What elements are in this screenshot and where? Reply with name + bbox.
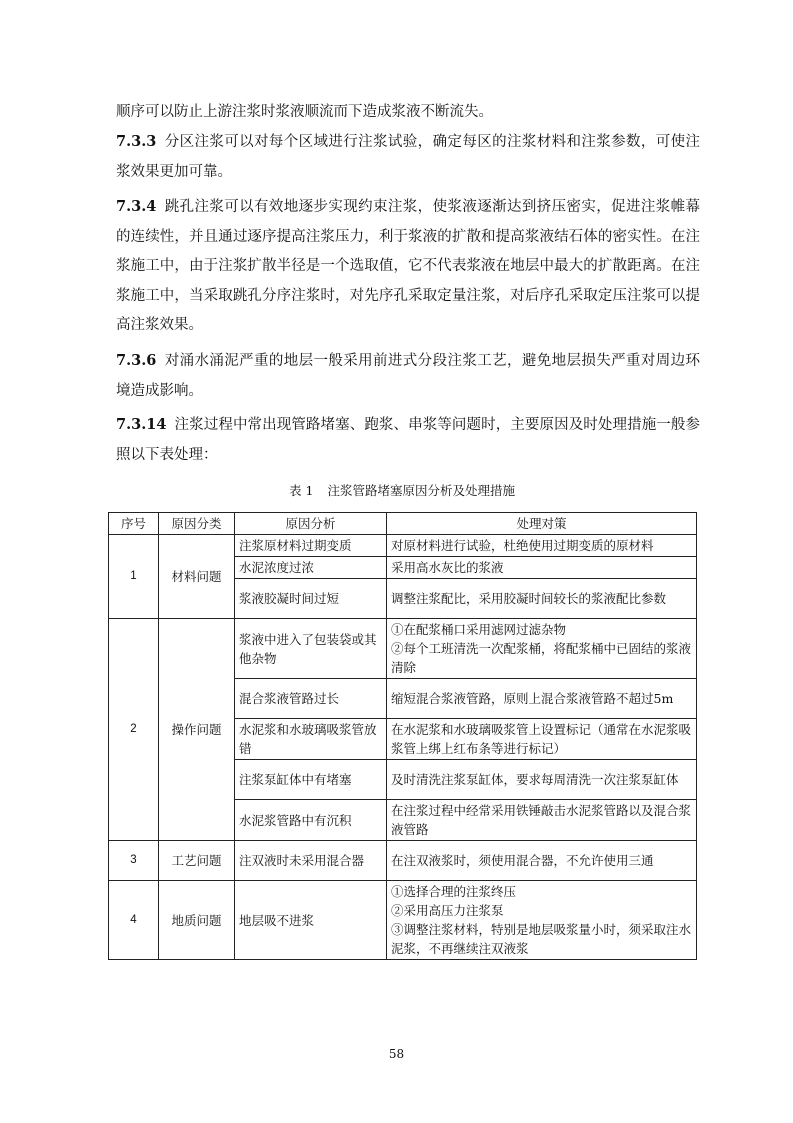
row-analysis: 注浆泵缸体中有堵塞: [235, 760, 387, 800]
table-row: [109, 881, 697, 960]
table-header-row: [109, 513, 697, 535]
row-category: 地质问题: [159, 881, 235, 960]
measures-table: [108, 512, 697, 960]
clause-text: 对涌水涌泥严重的地层一般采用前进式分段注浆工艺，避免地层损失严重对周边环境造成影响。: [116, 353, 700, 399]
row-measure: 对原材料进行试验，杜绝使用过期变质的原材料: [387, 535, 697, 557]
row-measure: 采用高水灰比的浆液: [387, 557, 697, 579]
row-measure: 及时清洗注浆泵缸体，要求每周清洗一次注浆泵缸体: [387, 760, 697, 800]
clause-text: 跳孔注浆可以有效地逐步实现约束注浆，使浆液逐渐达到挤压密实，促进注浆帷幕的连续性，并且通过逐序提高注浆压力，利于浆液的扩散和提高浆液结石体的密实性。在注浆施工中，由于注浆扩散半径是一个选取值，它不代表浆液在地层中最大的扩散距离。在注浆施工中，当采取跳孔分序注浆时，对先序孔采取定量注浆，对后序孔采取定压注浆可以提高注浆效果。: [116, 199, 700, 333]
row-category: 工艺问题: [159, 841, 235, 881]
row-measure: 调整注浆配比，采用胶凝时间较长的浆液配比参数: [387, 579, 697, 619]
row-measure: 在注浆过程中经常采用铁锤敲击水泥浆管路以及混合浆液管路: [387, 800, 697, 841]
page-number: 58: [388, 1047, 405, 1061]
row-analysis: 浆液中进入了包装袋或其他杂物: [235, 619, 387, 679]
row-measure: 缩短混合浆液管路，原则上混合浆液管路不超过5m: [387, 679, 697, 719]
row-analysis: 浆液胶凝时间过短: [235, 579, 387, 619]
row-number: 3: [109, 841, 159, 881]
table-row: [109, 535, 697, 557]
row-number: 2: [109, 619, 159, 841]
clause-number: 7.3.14: [116, 416, 167, 433]
row-analysis: 混合浆液管路过长: [235, 679, 387, 719]
table-row: [109, 841, 697, 881]
row-measure: 在水泥浆和水玻璃吸浆管上设置标记（通常在水泥浆吸浆管上绑上红布条等进行标记）: [387, 719, 697, 760]
clause-number: 7.3.3: [116, 133, 157, 150]
row-category: 材料问题: [159, 535, 235, 619]
row-measure: 在注双液浆时，须使用混合器，不允许使用三通: [387, 841, 697, 881]
row-category: 操作问题: [159, 619, 235, 841]
clause-number: 7.3.4: [116, 198, 157, 215]
clause-text: 注浆过程中常出现管路堵塞、跑浆、串浆等问题时，主要原因及时处理措施一般参照以下表处理：: [116, 417, 700, 463]
table-caption: [108, 481, 696, 501]
table-caption-number: 表 1: [289, 483, 314, 498]
row-analysis: 水泥浓度过浓: [235, 557, 387, 579]
clause-7-3-6: [116, 346, 700, 406]
clause-7-3-14: [116, 410, 700, 470]
row-measure: ①选择合理的注浆终压 ②采用高压力注浆泵 ③调整注浆材料，特别是地层吸浆量小时，须采取注水泥浆，不再继续注双液浆: [387, 881, 697, 960]
row-analysis: 注浆原材料过期变质: [235, 535, 387, 557]
row-measure: ①在配浆桶口采用滤网过滤杂物 ②每个工班清洗一次配浆桶，将配浆桶中已固结的浆液清除: [387, 619, 697, 679]
clause-7-3-3: [116, 127, 700, 187]
row-analysis: 水泥浆管路中有沉积: [235, 800, 387, 841]
row-number: 4: [109, 881, 159, 960]
header-no: 序号: [109, 513, 159, 535]
row-analysis: 地层吸不进浆: [235, 881, 387, 960]
header-analysis: 原因分析: [235, 513, 387, 535]
row-analysis: 注双液时未采用混合器: [235, 841, 387, 881]
header-category: 原因分类: [159, 513, 235, 535]
row-number: 1: [109, 535, 159, 619]
clause-7-3-4: [116, 192, 700, 341]
paragraph-continuation: 顺序可以防止上游注浆时浆液顺流而下造成浆液不断流失。: [116, 104, 493, 120]
clause-text: 分区注浆可以对每个区域进行注浆试验，确定每区的注浆材料和注浆参数，可使注浆效果更加可靠。: [116, 134, 700, 180]
header-measure: 处理对策: [387, 513, 697, 535]
table-caption-title: 注浆管路堵塞原因分析及处理措施: [327, 483, 515, 498]
table-row: [109, 619, 697, 679]
clause-number: 7.3.6: [116, 352, 157, 369]
row-analysis: 水泥浆和水玻璃吸浆管放错: [235, 719, 387, 760]
